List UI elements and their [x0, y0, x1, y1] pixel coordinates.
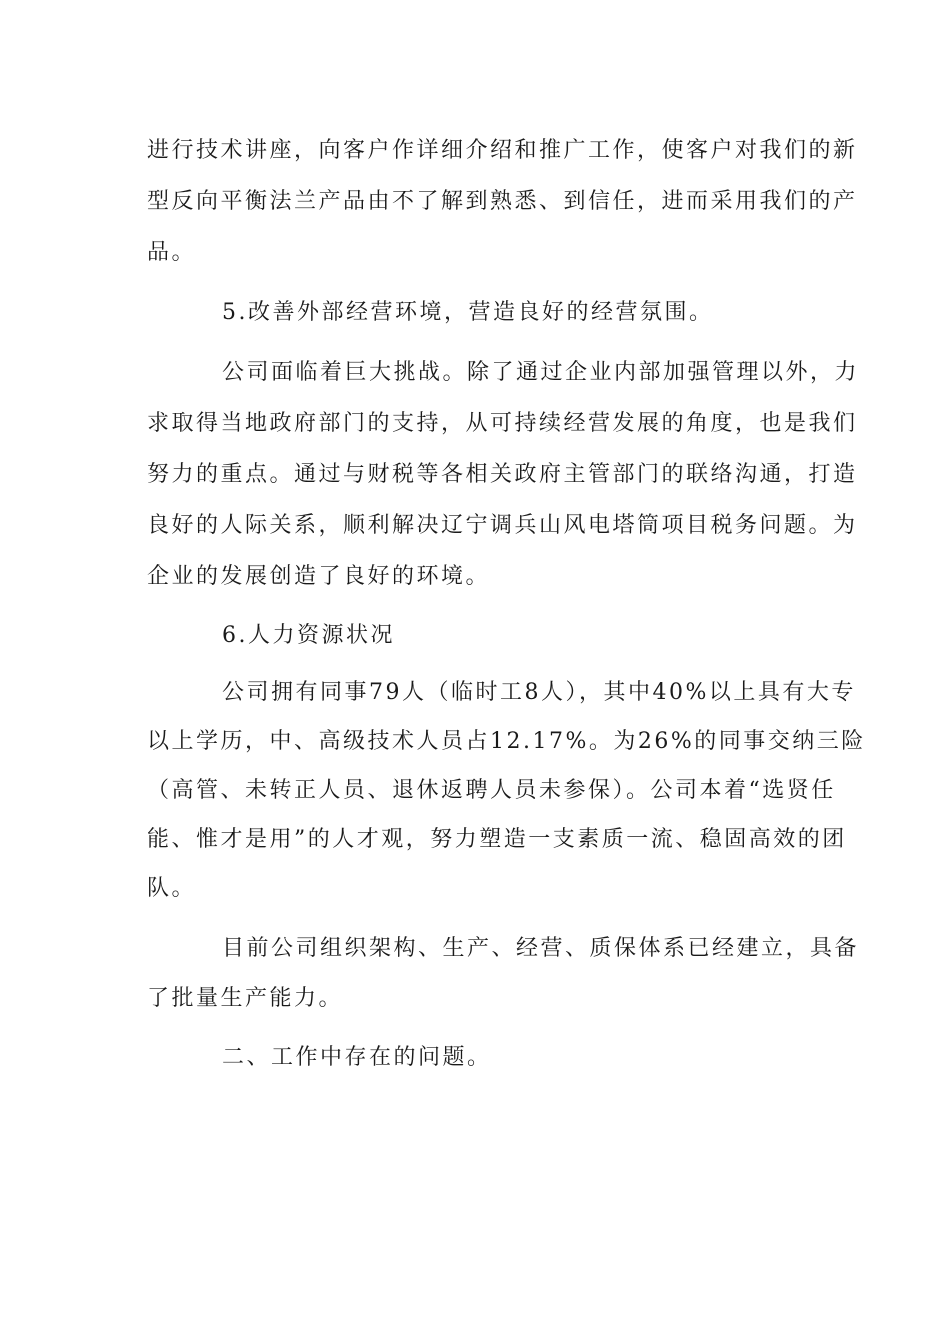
text-line: 求取得当地政府部门的支持，从可持续经营发展的角度，也是我们 [147, 411, 858, 436]
text-line: 品。 [147, 240, 197, 265]
text-line: 企业的发展创造了良好的环境。 [147, 564, 491, 589]
text-line: 型反向平衡法兰产品由不了解到熟悉、到信任，进而采用我们的产 [147, 189, 858, 214]
text-line: 目前公司组织架构、生产、经营、质保体系已经建立，具备 [222, 936, 860, 961]
text-line: 以上学历，中、高级技术人员占12.17%。为26%的同事交纳三险 [147, 729, 866, 754]
text-line: 努力的重点。通过与财税等各相关政府主管部门的联络沟通，打造 [147, 462, 858, 487]
section-heading: 6.人力资源状况 [222, 623, 395, 648]
section-heading: 5.改善外部经营环境，营造良好的经营氛围。 [222, 300, 714, 325]
text-line: 良好的人际关系，顺利解决辽宁调兵山风电塔筒项目税务问题。为 [147, 513, 858, 538]
text-line: 公司面临着巨大挑战。除了通过企业内部加强管理以外，力 [222, 360, 860, 385]
text-line: 能、惟才是用”的人才观，努力塑造一支素质一流、稳固高效的团 [147, 827, 847, 852]
text-line: 了批量生产能力。 [147, 986, 344, 1011]
text-line: （高管、未转正人员、退休返聘人员未参保）。公司本着“选贤任 [147, 778, 836, 803]
text-line: 进行技术讲座，向客户作详细介绍和推广工作，使客户对我们的新 [147, 138, 858, 163]
text-line: 公司拥有同事79人（临时工8人），其中40%以上具有大专 [222, 680, 856, 705]
section-heading: 二、工作中存在的问题。 [222, 1045, 492, 1070]
text-line: 队。 [147, 876, 197, 901]
